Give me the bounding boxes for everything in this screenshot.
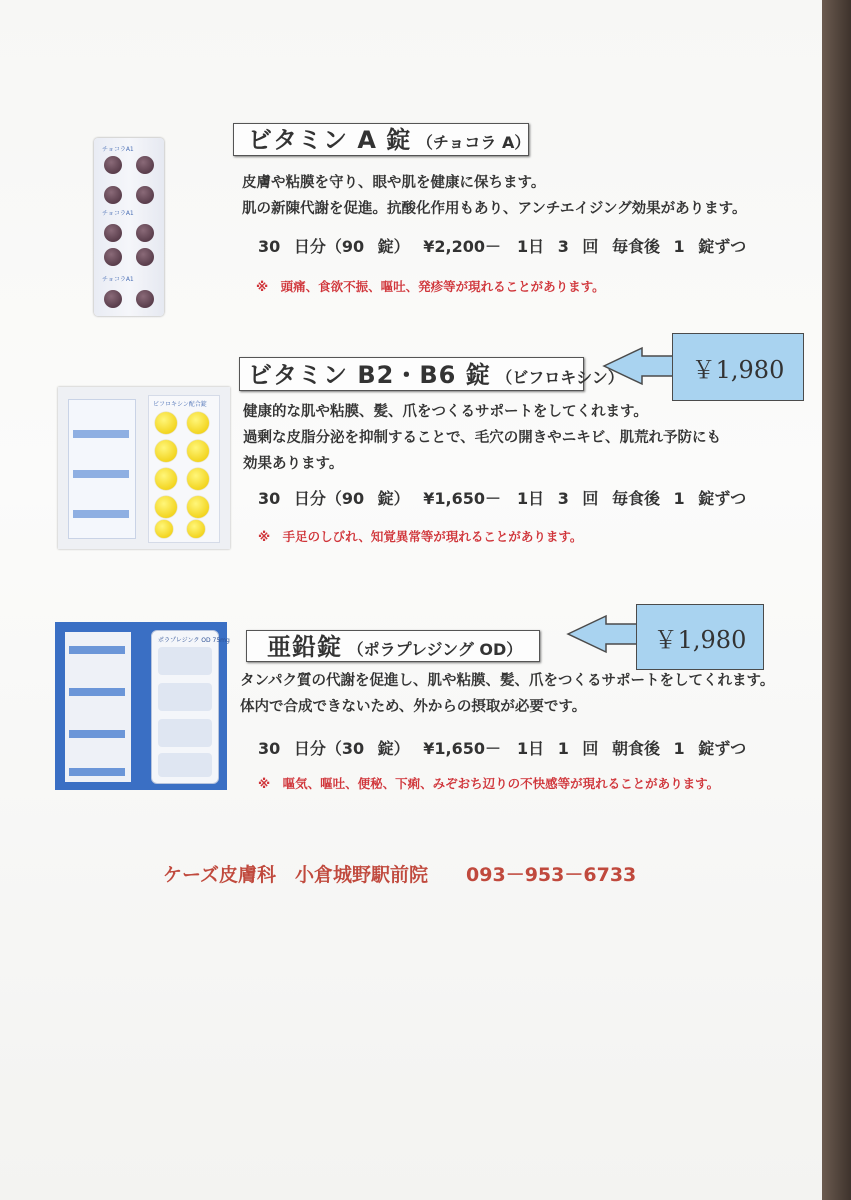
zinc-title-box [246,630,540,662]
zinc-description [240,668,774,720]
product-title: 亜鉛錠 [267,633,342,661]
b2-b6-title-box [239,357,624,391]
b2-b6-dosage: 30 日分（90 錠） ¥1,650－ 1日 3 回 毎食後 1 錠ずつ [258,489,747,508]
pack-label: チョコラA1 [102,276,134,283]
description-line: 皮膚や粘膜を守り、眼や肌を健康に保ちます。 [242,175,546,191]
vitamin-a-description [242,170,747,222]
zinc-price-tag: ￥1,980 [636,604,764,670]
pack-label: ビフロキシン配合錠 [153,401,207,408]
b2-b6-warning: ※ 手足のしびれ、知覚異常等が現れることがあります。 [258,529,583,544]
description-line: 健康的な肌や粘膜、髪、爪をつくるサポートをしてくれます。 [243,404,648,420]
b2-b6-blister-pack-image [58,387,230,549]
vitamin-a-title-box [233,123,529,156]
vitamin-a-blister-pack-image [94,138,164,316]
vitamin-a-dosage: 30 日分（90 錠） ¥2,200－ 1日 3 回 毎食後 1 錠ずつ [258,237,747,256]
product-title: ビタミン A 錠 [248,126,412,154]
product-subtitle: （ポラプレジング OD） [347,640,523,659]
pack-label: ポラプレジンク OD 75mg [158,637,230,644]
description-line: 体内で合成できないため、外からの摂取が必要です。 [240,699,587,715]
left-arrow-icon [566,614,646,654]
description-line: タンパク質の代謝を促進し、肌や粘膜、髪、爪をつくるサポートをしてくれます。 [240,673,775,689]
product-subtitle: （ビフロキシン） [496,368,624,387]
zinc-blister-pack-image [55,622,230,790]
description-line: 効果あります。 [243,456,344,472]
b2-b6-price-tag: ￥1,980 [672,333,804,401]
b2-b6-description [243,399,721,477]
pack-label: チョコラA1 [102,210,134,217]
pack-label: チョコラA1 [102,146,134,153]
zinc-dosage: 30 日分（30 錠） ¥1,650－ 1日 1 回 朝食後 1 錠ずつ [258,739,747,758]
zinc-warning: ※ 嘔気、嘔吐、便秘、下痢、みぞおち辺りの不快感等が現れることがあります。 [258,776,720,791]
description-line: 肌の新陳代謝を促進。抗酸化作用もあり、アンチエイジング効果があります。 [242,201,747,217]
background-edge [822,0,851,1200]
product-subtitle: （チョコラ A） [416,133,531,152]
clinic-name-and-phone: ケーズ皮膚科 小倉城野駅前院 093－953－6733 [163,864,637,886]
product-title: ビタミン B2・B6 錠 [248,361,491,389]
description-line: 過剰な皮脂分泌を抑制することで、毛穴の開きやニキビ、肌荒れ予防にも [243,430,722,446]
vitamin-a-warning: ※ 頭痛、食欲不振、嘔吐、発疹等が現れることがあります。 [256,279,605,294]
